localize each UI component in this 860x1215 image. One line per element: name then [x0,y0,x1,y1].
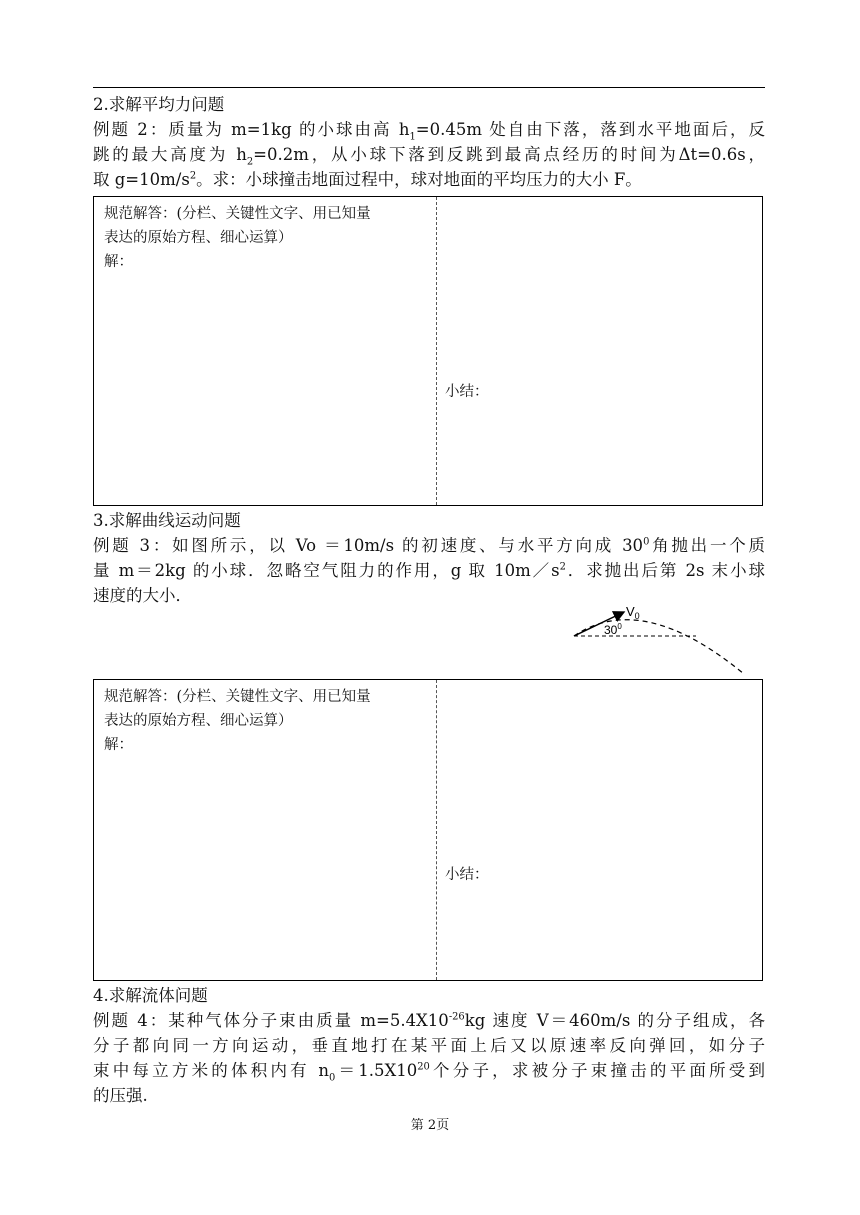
section-2 [93,92,773,192]
trajectory-curve [574,620,744,674]
solution-label: 解： [104,737,133,753]
example-4-line-3: 束中每立方米的体积内有 $n_0=1.5X10^{20}$个分子，求被分子束撞击的平面所受到 [93,1061,766,1084]
column-divider [436,680,437,980]
velocity-label: $V_0$ [626,604,640,621]
guide-text: 规范解答：(分栏、关键性文字、用已知量 [104,689,371,705]
example-2-line-3: 取 $g=10m/s^2$。求：小球撞击地面过程中，球对地面的平均压力的大小 F。 [93,170,642,189]
example-4-line-4: 的压强. [93,1086,148,1105]
example-3-line-1: 例题 3：如图所示，以 Vo ＝10m/s 的初速度、与水平方向成 $30^0$角抛出一个质 [93,536,765,555]
example-3-line-2: 量 m＝2kg 的小球．忽略空气阻力的作用，g 取 $10m/s^2$．求抛出后第 2s 末小球 [93,561,765,580]
projectile-diagram [568,604,748,676]
solution-label: 解： [104,254,133,270]
column-divider [436,197,437,505]
guide-text: 表达的原始方程、细心运算） [104,713,293,729]
example-3-line-3: 速度的大小． [93,586,192,605]
example-4-line-1: 例题 4：某种气体分子束由质量 $m=5.4X10^{-26}kg$ 速度 V＝460m/s 的分子组成，各 [93,1011,765,1030]
answer-area-1[interactable] [104,202,434,274]
angle-label: $30^0$ [604,622,622,637]
example-2-line-1: 例题 2：质量为 m=1kg 的小球由高 $h_1=0.45m$ 处自由下落，落到水平地面后，反 [93,120,765,143]
answer-area-2[interactable] [104,685,434,757]
section-4 [93,983,773,1108]
section-2-heading: 2.求解平均力问题 [93,95,225,114]
example-2-line-2: 跳的最大高度为 $h_2=0.2m$，从小球下落到反跳到最高点经历的时间为Δt=0.6s， [93,145,766,168]
guide-text: 表达的原始方程、细心运算） [104,230,293,246]
section-3-heading: 3.求解曲线运动问题 [93,511,241,530]
guide-text: 规范解答：(分栏、关键性文字、用已知量 [104,206,371,222]
section-4-heading: 4.求解流体问题 [93,986,208,1005]
answer-box-2 [93,679,763,981]
answer-box-1 [93,196,763,506]
summary-label: 小结： [445,384,489,400]
section-3 [93,508,773,608]
example-4-line-2: 分子都向同一方向运动，垂直地打在某平面上后又以原速率反向弹回，如分子 [93,1036,765,1055]
summary-label: 小结： [445,867,489,883]
header-rule [93,87,765,88]
page-number: 第 2页 [410,1118,450,1133]
